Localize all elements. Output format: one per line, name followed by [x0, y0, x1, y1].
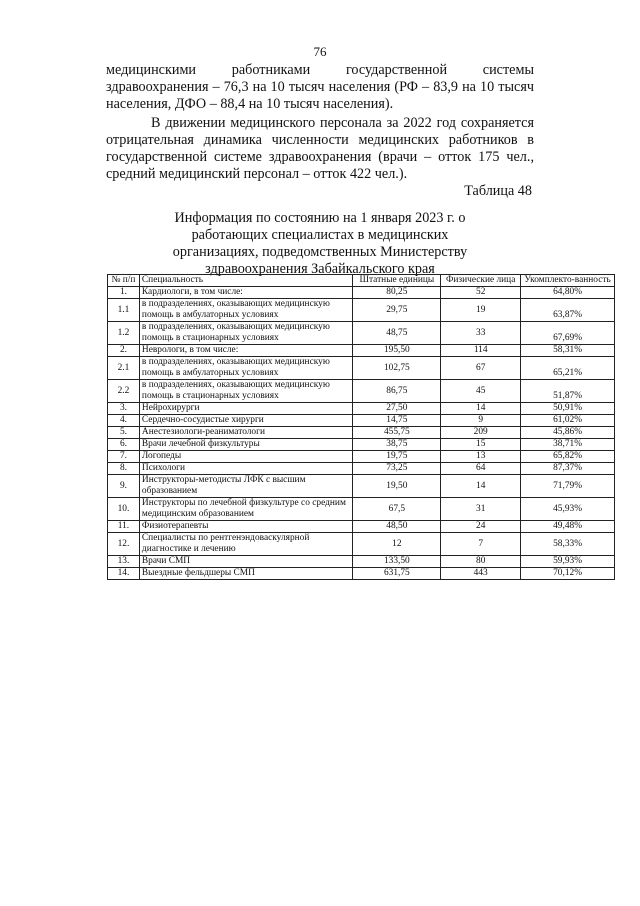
row-number: 8. [108, 463, 140, 475]
row-staff-units: 631,75 [353, 568, 441, 580]
table-row [108, 345, 615, 357]
row-specialty: в подразделениях, оказывающих медицинскую помощь в амбулаторных условиях [139, 299, 353, 322]
row-number: 12. [108, 533, 140, 556]
row-physical-persons: 52 [441, 287, 521, 299]
row-staff-units: 38,75 [353, 439, 441, 451]
table-row [108, 357, 615, 380]
row-completeness: 65,21% [521, 357, 615, 380]
row-staff-units: 195,50 [353, 345, 441, 357]
row-staff-units: 80,25 [353, 287, 441, 299]
row-completeness: 58,31% [521, 345, 615, 357]
row-physical-persons: 24 [441, 521, 521, 533]
row-physical-persons: 114 [441, 345, 521, 357]
paragraph-1: медицинскими работниками государственной системы здравоохранения – 76,3 на 10 тысяч населения (РФ – 83,9 на 10 тысяч населения, ДФО – 88,4 на 10 тысяч населения). [106, 62, 534, 112]
table-row [108, 498, 615, 521]
table-row [108, 451, 615, 463]
table-row [108, 380, 615, 403]
row-specialty: Нейрохирурги [139, 403, 353, 415]
table-row [108, 521, 615, 533]
row-specialty: Анестезиологи-реаниматологи [139, 427, 353, 439]
row-physical-persons: 45 [441, 380, 521, 403]
table-row [108, 533, 615, 556]
table-row [108, 287, 615, 299]
table-row [108, 415, 615, 427]
row-staff-units: 19,50 [353, 475, 441, 498]
staffing-table [107, 274, 615, 580]
header-specialty: Специальность [139, 275, 353, 287]
row-physical-persons: 9 [441, 415, 521, 427]
row-specialty: Выездные фельдшеры СМП [139, 568, 353, 580]
row-staff-units: 133,50 [353, 556, 441, 568]
header-completeness: Укомплекто-ванность [521, 275, 615, 287]
row-completeness: 70,12% [521, 568, 615, 580]
row-staff-units: 86,75 [353, 380, 441, 403]
row-physical-persons: 15 [441, 439, 521, 451]
row-staff-units: 27,50 [353, 403, 441, 415]
row-completeness: 87,37% [521, 463, 615, 475]
row-staff-units: 455,75 [353, 427, 441, 439]
row-staff-units: 102,75 [353, 357, 441, 380]
row-specialty: Физиотерапевты [139, 521, 353, 533]
row-physical-persons: 67 [441, 357, 521, 380]
row-staff-units: 48,75 [353, 322, 441, 345]
row-specialty: Логопеды [139, 451, 353, 463]
row-number: 7. [108, 451, 140, 463]
row-completeness: 61,02% [521, 415, 615, 427]
table-row [108, 568, 615, 580]
row-specialty: в подразделениях, оказывающих медицинскую помощь в стационарных условиях [139, 322, 353, 345]
row-physical-persons: 80 [441, 556, 521, 568]
row-specialty: Врачи лечебной физкультуры [139, 439, 353, 451]
row-completeness: 45,93% [521, 498, 615, 521]
table-label: Таблица 48 [464, 183, 532, 199]
row-number: 2.2 [108, 380, 140, 403]
row-physical-persons: 14 [441, 475, 521, 498]
table-row [108, 427, 615, 439]
row-specialty: Специалисты по рентгенэндоваскулярной диагностике и лечению [139, 533, 353, 556]
row-physical-persons: 33 [441, 322, 521, 345]
row-physical-persons: 7 [441, 533, 521, 556]
row-staff-units: 12 [353, 533, 441, 556]
row-number: 6. [108, 439, 140, 451]
row-staff-units: 48,50 [353, 521, 441, 533]
row-physical-persons: 19 [441, 299, 521, 322]
table-row [108, 299, 615, 322]
row-specialty: Кардиологи, в том числе: [139, 287, 353, 299]
row-number: 2.1 [108, 357, 140, 380]
row-specialty: в подразделениях, оказывающих медицинскую помощь в амбулаторных условиях [139, 357, 353, 380]
row-physical-persons: 13 [441, 451, 521, 463]
row-specialty: Неврологи, в том числе: [139, 345, 353, 357]
row-completeness: 71,79% [521, 475, 615, 498]
row-completeness: 45,86% [521, 427, 615, 439]
row-completeness: 51,87% [521, 380, 615, 403]
table-header-row [108, 275, 615, 287]
row-specialty: в подразделениях, оказывающих медицинскую помощь в стационарных условиях [139, 380, 353, 403]
row-completeness: 59,93% [521, 556, 615, 568]
table-row [108, 322, 615, 345]
row-staff-units: 67,5 [353, 498, 441, 521]
row-number: 9. [108, 475, 140, 498]
row-number: 2. [108, 345, 140, 357]
row-completeness: 64,80% [521, 287, 615, 299]
table-row [108, 463, 615, 475]
header-num: № п/п [108, 275, 140, 287]
row-staff-units: 19,75 [353, 451, 441, 463]
table-title: Информация по состоянию на 1 января 2023 г. о работающих специалистах в медицинских организациях, подведомственных Министерству здравоохранения Забайкальского края [172, 210, 468, 277]
row-number: 13. [108, 556, 140, 568]
row-staff-units: 29,75 [353, 299, 441, 322]
row-completeness: 38,71% [521, 439, 615, 451]
header-physical-persons: Физические лица [441, 275, 521, 287]
row-specialty: Инструкторы по лечебной физкультуре со средним медицинским образованием [139, 498, 353, 521]
row-staff-units: 14,75 [353, 415, 441, 427]
row-number: 3. [108, 403, 140, 415]
row-completeness: 67,69% [521, 322, 615, 345]
row-number: 10. [108, 498, 140, 521]
row-number: 11. [108, 521, 140, 533]
row-specialty: Психологи [139, 463, 353, 475]
row-number: 4. [108, 415, 140, 427]
table-row [108, 556, 615, 568]
row-specialty: Врачи СМП [139, 556, 353, 568]
row-completeness: 65,82% [521, 451, 615, 463]
row-physical-persons: 14 [441, 403, 521, 415]
row-completeness: 63,87% [521, 299, 615, 322]
row-physical-persons: 64 [441, 463, 521, 475]
header-staff-units: Штатные единицы [353, 275, 441, 287]
paragraph-2: В движении медицинского персонала за 2022 год сохраняется отрицательная динамика численности медицинских работников в государственной системе здравоохранения (врачи – отток 175 чел., средний медицинский персонал – отток 422 чел.). [106, 115, 534, 182]
row-physical-persons: 443 [441, 568, 521, 580]
row-physical-persons: 31 [441, 498, 521, 521]
table-row [108, 439, 615, 451]
table-row [108, 475, 615, 498]
row-number: 1. [108, 287, 140, 299]
row-physical-persons: 209 [441, 427, 521, 439]
row-number: 1.1 [108, 299, 140, 322]
table-row [108, 403, 615, 415]
row-staff-units: 73,25 [353, 463, 441, 475]
row-completeness: 50,91% [521, 403, 615, 415]
row-completeness: 58,33% [521, 533, 615, 556]
row-completeness: 49,48% [521, 521, 615, 533]
row-number: 5. [108, 427, 140, 439]
row-specialty: Инструкторы-методисты ЛФК с высшим образованием [139, 475, 353, 498]
row-number: 1.2 [108, 322, 140, 345]
row-specialty: Сердечно-сосудистые хирурги [139, 415, 353, 427]
row-number: 14. [108, 568, 140, 580]
page-number: 76 [313, 44, 327, 59]
